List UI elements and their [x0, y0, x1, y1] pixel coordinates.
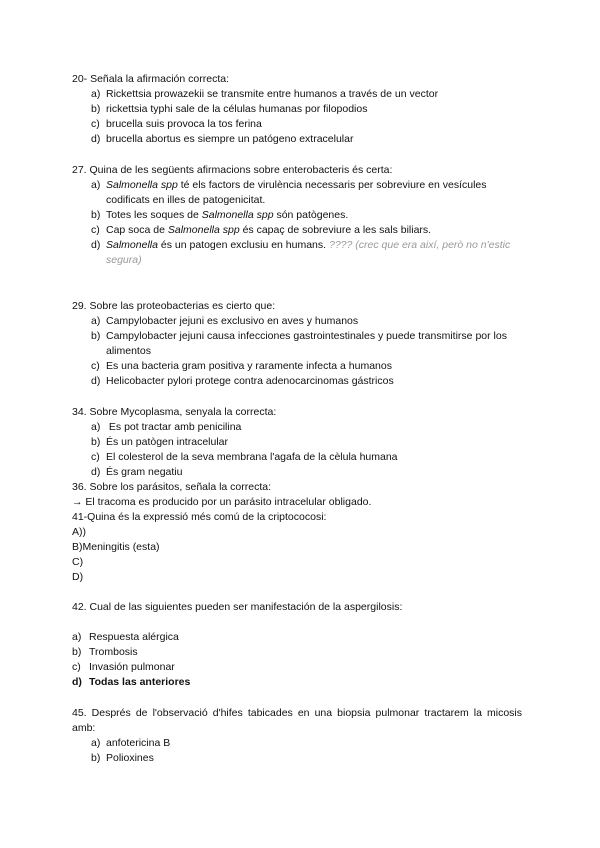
option-label: a) — [91, 88, 101, 100]
option-label: c) — [91, 224, 100, 236]
option-b — [72, 435, 522, 450]
option-label: d) — [91, 239, 101, 251]
option-c — [72, 450, 522, 465]
question-42 — [72, 600, 522, 690]
option-text: són patògenes. — [273, 209, 349, 221]
option-b — [72, 645, 522, 660]
question-45 — [72, 706, 522, 766]
options-list — [72, 630, 522, 690]
option-label: b) — [91, 330, 101, 342]
question-29 — [72, 299, 522, 389]
italic-term: Salmonella spp — [201, 209, 274, 221]
option-text: És un patògen intracelular — [106, 436, 228, 448]
italic-term: Salmonella spp — [167, 224, 240, 236]
option-label: d) — [72, 676, 82, 688]
option-text: El colesterol de la seva membrana l'agafa de la cèlula humana — [106, 451, 398, 463]
option-d — [72, 238, 522, 268]
option-a — [72, 420, 522, 435]
option-label: d) — [91, 133, 101, 145]
option-label: c) — [91, 451, 100, 463]
option-label: a) — [91, 179, 101, 191]
option-text: brucella suis provoca la tos ferina — [106, 118, 262, 130]
option-label: b) — [91, 103, 101, 115]
option-label: b) — [91, 752, 101, 764]
options-list — [72, 178, 522, 268]
italic-term: Salmonella — [106, 239, 158, 251]
option-text: brucella abortus es siempre un patógeno extracelular — [106, 133, 354, 145]
question-title: 34. Sobre Mycoplasma, senyala la correcta: — [72, 406, 277, 418]
option-text: és un patogen exclusiu en humans. — [157, 239, 327, 251]
option-d — [72, 465, 522, 480]
option-text: Invasión pulmonar — [89, 661, 175, 673]
option-label: c) — [91, 360, 100, 372]
option-label: a) — [91, 421, 101, 433]
question-title: 42. Cual de las siguientes pueden ser manifestación de la aspergilosis: — [72, 601, 403, 613]
question-title: 29. Sobre las proteobacterias es cierto que: — [72, 300, 276, 312]
option-a — [72, 630, 522, 645]
option-c — [72, 359, 522, 374]
option-text: rickettsia typhi sale de la células humanas por filopodios — [106, 103, 368, 115]
option-label: a) — [91, 315, 101, 327]
option-label: a) — [91, 737, 101, 749]
answer-line-c: C) — [72, 556, 84, 568]
option-text: Todas las anteriores — [89, 676, 191, 688]
question-title: 20- Señala la afirmación correcta: — [72, 73, 229, 85]
option-b — [72, 751, 522, 766]
option-b — [72, 329, 522, 359]
question-title: 41-Quina és la expressió més comú de la criptococosi: — [72, 511, 327, 523]
option-text-pre: Cap soca de — [106, 224, 168, 236]
option-text-pre: Totes les soques de — [106, 209, 202, 221]
options-list — [72, 420, 522, 480]
question-41 — [72, 510, 522, 585]
option-text: anfotericina B — [106, 737, 171, 749]
option-c — [72, 660, 522, 675]
option-text: té els factors de virulència necessaris per sobreviure en vesícules codificats en illes de patogenicitat. — [106, 179, 487, 206]
option-text: Rickettsia prowazekii se transmite entre humanos a través de un vector — [106, 88, 439, 100]
italic-term: Salmonella spp — [106, 179, 178, 191]
option-a — [72, 178, 522, 208]
question-title: 36. Sobre los parásitos, señala la correcta: — [72, 481, 272, 493]
option-label: b) — [72, 646, 82, 658]
option-text: Campylobacter jejuni es exclusivo en aves y humanos — [106, 315, 359, 327]
options-list — [72, 87, 522, 147]
option-text: Helicobacter pylori protege contra adenocarcinomas gástricos — [106, 375, 394, 387]
answer-line-a: A)) — [72, 526, 86, 538]
option-text: Es una bacteria gram positiva y raramente infecta a humanos — [106, 360, 392, 372]
options-list — [72, 314, 522, 389]
option-text: Respuesta alérgica — [89, 631, 179, 643]
option-d-correct — [72, 675, 522, 690]
option-label: b) — [91, 209, 101, 221]
option-a — [72, 736, 522, 751]
options-list — [72, 736, 522, 766]
option-label: d) — [91, 375, 101, 387]
option-label: a) — [72, 631, 82, 643]
answer-line-d: D) — [72, 571, 84, 583]
option-text: És gram negatiu — [106, 466, 183, 478]
option-text: Polioxines — [106, 752, 154, 764]
option-c — [72, 117, 522, 132]
option-label: c) — [91, 118, 100, 130]
question-title: 27. Quina de les següents afirmacions sobre enterobacteris és certa: — [72, 164, 393, 176]
option-text: Es pot tractar amb penicilina — [106, 421, 242, 433]
answer-line-b: B)Meningitis (esta) — [72, 541, 160, 553]
option-a — [72, 314, 522, 329]
question-title: 45. Després de l'observació d'hifes tabicades en una biopsia pulmonar tractarem la micosis amb: — [72, 707, 522, 734]
question-34 — [72, 405, 522, 480]
option-d — [72, 132, 522, 147]
option-text: Trombosis — [89, 646, 138, 658]
answer-line: → El tracoma es producido por un parásito intracelular obligado. — [72, 496, 372, 508]
option-b — [72, 102, 522, 117]
option-label: b) — [91, 436, 101, 448]
question-27 — [72, 163, 522, 268]
option-label: c) — [72, 661, 81, 673]
option-text: Campylobacter jejuni causa infecciones gastrointestinales y puede transmitirse por los alimentos — [106, 330, 507, 357]
option-d — [72, 374, 522, 389]
option-b — [72, 208, 522, 223]
option-text: és capaç de sobreviure a les sals biliars. — [239, 224, 432, 236]
option-label: d) — [91, 466, 101, 478]
handwritten-note: ???? (crec que era així, però no n'estic segura) — [106, 239, 511, 266]
option-a — [72, 87, 522, 102]
option-c — [72, 223, 522, 238]
question-20 — [72, 72, 522, 147]
question-36 — [72, 480, 522, 510]
